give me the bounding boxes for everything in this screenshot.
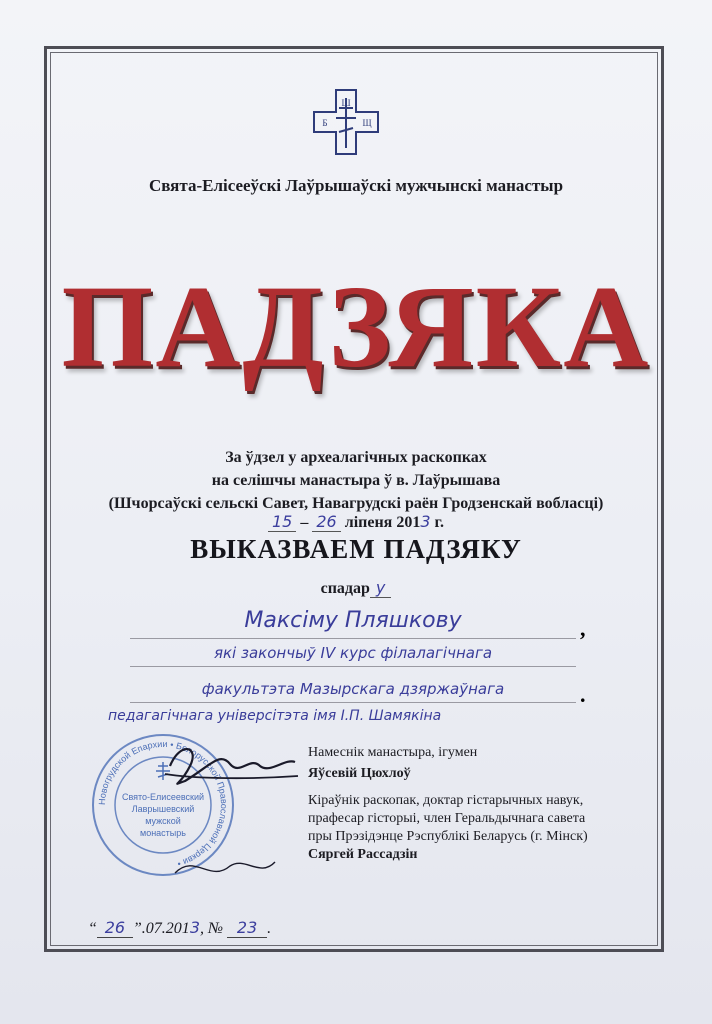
monastery-name: Свята-Елісееўскі Лаўрышаўскі мужчынскі манастыр — [148, 176, 564, 195]
footer-number-label: , № — [200, 920, 224, 937]
footer-day: 26 — [97, 918, 133, 938]
logo-letter-top: Ш — [341, 98, 351, 108]
certificate-title: ПАДЗЯКА — [61, 261, 651, 392]
date-dash: – — [300, 514, 313, 531]
logo-letter-right: Щ — [362, 118, 372, 128]
second-signatory-title-1: Кіраўнік раскопак, доктар гістарычных навук, — [308, 793, 584, 808]
date-suffix: г. — [434, 514, 444, 531]
stamp-line-1: Свято-Елисеевский — [121, 792, 205, 802]
addressee-prefix-word: спадар — [320, 580, 370, 597]
footer-open-quote: “ — [88, 920, 97, 937]
intro-line-1: За ўдзел у археалагічных раскопках — [225, 449, 487, 466]
second-signatory-title-3: пры Прэзідэнце Рэспублікі Беларусь (г. Мінск) — [308, 829, 588, 844]
stamp-line-2: Лаврышевский — [131, 804, 195, 814]
footer-end: . — [267, 920, 272, 937]
recipient-line-2: які закончыў IV курс філалагічнага — [130, 644, 576, 667]
date-from: 15 — [268, 512, 296, 532]
dates-line — [60, 512, 652, 532]
dot-mark: . — [580, 682, 586, 707]
logo-letter-left: Б — [322, 118, 328, 128]
recipient-name: Максіму Пляшкову — [130, 608, 576, 639]
date-year-digit: 3 — [420, 512, 431, 531]
first-signatory-title: Намеснік манастыра, ігумен — [308, 745, 478, 760]
second-signatory — [308, 792, 588, 864]
date-month: ліпеня 201 — [344, 514, 421, 531]
footer-year-digit: 3 — [189, 918, 200, 937]
second-signatory-title-2: прафесар гісторыі, член Геральдычнага савета — [308, 811, 586, 826]
footer-number: 23 — [227, 918, 267, 938]
first-signatory — [308, 744, 477, 783]
thanks-heading: ВЫКАЗВАЕМ ПАДЗЯКУ — [190, 534, 522, 564]
handwritten-signature — [150, 736, 300, 792]
stamp-line-3: мужской — [145, 816, 181, 826]
monastery-cross-emblem — [312, 88, 380, 156]
stamp-ring-text: Новогрудской Епархии • Белорусской Православной Церкви • — [96, 738, 230, 870]
second-signature — [170, 848, 280, 888]
comma-mark: , — [580, 616, 586, 641]
date-to: 26 — [312, 512, 340, 532]
footer-date-rest: ”.07.201 — [132, 920, 190, 937]
first-signatory-name: Яўсевій Цюхлоў — [308, 766, 411, 781]
addressee-prefix — [60, 578, 652, 598]
stamp-line-4: монастырь — [140, 828, 186, 838]
addressee-ending: у — [370, 578, 391, 598]
intro-line-2: на селішчы манастыра ў в. Лаўрышава — [211, 472, 501, 489]
recipient-line-3: факультэта Мазырскага дзяржаўнага — [130, 680, 576, 703]
intro-text — [60, 446, 652, 515]
issue-date-number — [88, 918, 271, 938]
recipient-line-4: педагагічнага універсітэта імя І.П. Шамякіна — [108, 708, 442, 724]
intro-line-3: (Шчорсаўскі сельскі Савет, Навагрудскі раён Гродзенскай вобласці) — [108, 495, 604, 512]
second-signatory-name: Сяргей Рассадзін — [308, 847, 418, 862]
